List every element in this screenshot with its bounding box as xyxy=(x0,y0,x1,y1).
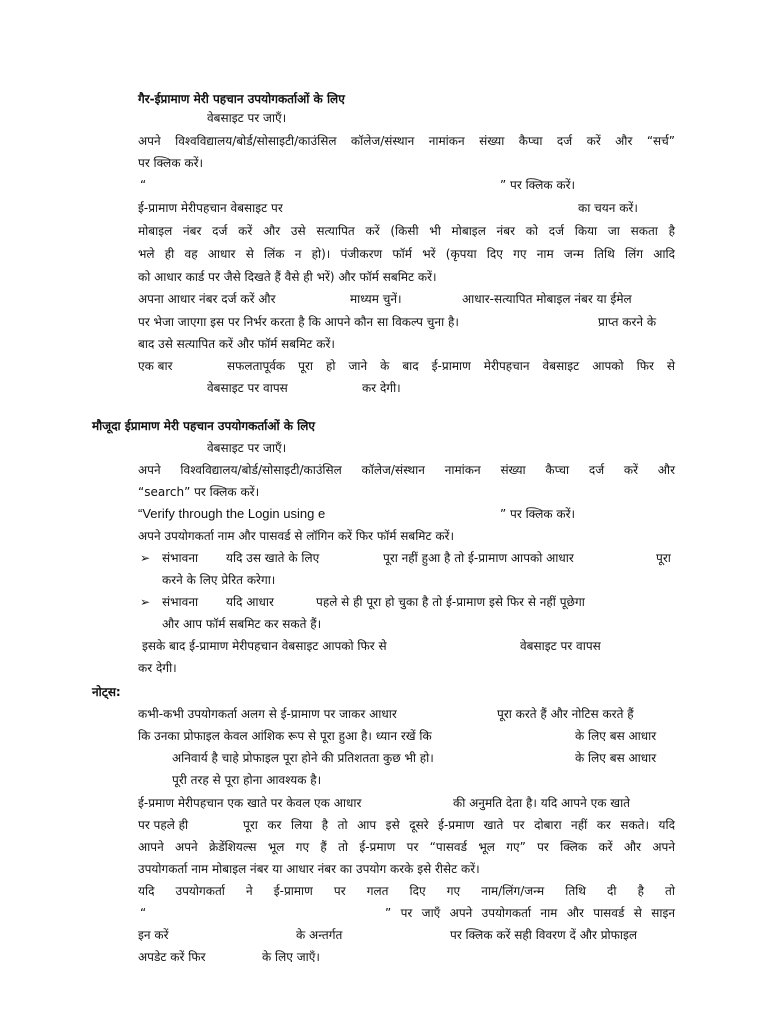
bullet-text: पूरा नहीं हुआ है तो ई-प्रामाण आपको आधार xyxy=(383,551,574,565)
text-line: आधार-सत्यापित मोबाइल नंबर या ईमेल xyxy=(462,292,632,306)
text-line: वेबसाइट पर जाएँ। xyxy=(207,441,287,455)
text-line: कि उनका प्रोफाइल केवल आंशिक रूप से पूरा हुआ है। ध्यान रखें कि xyxy=(138,729,432,743)
bullet-text: संभावना xyxy=(162,551,199,565)
text-line: ई-प्रामाण मेरीपहचान वेबसाइट पर xyxy=(138,201,283,215)
text-line: यदि उपयोगकर्ता ने ई-प्रामाण पर गलत दिए गए नाम/लिंग/जन्म तिथि दी है तो xyxy=(138,884,675,898)
text-line: अपडेट करें फिर xyxy=(138,950,206,964)
text-line: मोबाइल नंबर दर्ज करें और उसे सत्यापित करें (किसी भी मोबाइल नंबर को दर्ज किया जा सकता है xyxy=(138,224,675,238)
section2-heading: मौजूदा ईप्रामाण मेरी पहचान उपयोगकर्ताओं के लिए xyxy=(92,419,316,433)
text-line: अपना आधार नंबर दर्ज करें और xyxy=(138,292,276,306)
text-line: वेबसाइट पर वापस xyxy=(520,639,601,653)
bullet-text: और आप फॉर्म सबमिट कर सकते हैं। xyxy=(162,617,322,631)
text-line: “Verify through the Login using e xyxy=(138,506,326,521)
text-line: ई-प्रमाण मेरीपहचान एक खाते पर केवल एक आधार xyxy=(138,796,362,810)
text-line: अपने विश्वविद्यालय/बोर्ड/सोसाइटी/काउंसिल कॉलेज/संस्थान नामांकन संख्या कैप्चा दर्ज करें और “सर्च” xyxy=(138,134,675,148)
text-line: एक बार xyxy=(138,359,173,373)
text-line: ” पर जाएँ अपने उपयोगकर्ता नाम और पासवर्ड से साइन xyxy=(385,906,675,920)
text-line: आपने अपने क्रेडेंशियल्स भूल गए हैं तो ई-प्रमाण पर “पासवर्ड भूल गए” पर क्लिक करें और अपने xyxy=(138,840,675,854)
bullet-text: पहले से ही पूरा हो चुका है तो ई-प्रामाण इसे फिर से नहीं पूछेगा xyxy=(316,595,585,609)
bullet-text: पूरा xyxy=(656,551,671,565)
text-line: बाद उसे सत्यापित करें और फॉर्म सबमिट करें। xyxy=(138,337,335,351)
text-line: भले ही वह आधार से लिंक न हो)। पंजीकरण फॉर्म भरें (कृपया दिए गए नाम जन्म तिथि लिंग आदि xyxy=(138,247,675,261)
bullet-text: संभावना xyxy=(162,595,199,609)
text-line: “ xyxy=(140,906,147,920)
text-line: पर भेजा जाएगा इस पर निर्भर करता है कि आपने कौन सा विकल्प चुना है। xyxy=(138,315,459,329)
text-line: की अनुमति देता है। यदि आपने एक खाते xyxy=(453,796,631,810)
text-line: अपने विश्वविद्यालय/बोर्ड/सोसाइटी/काउंसिल कॉलेज/संस्थान नामांकन संख्या कैप्चा दर्ज करें और xyxy=(138,463,675,477)
section1-heading: गैर-ईप्रामाण मेरी पहचान उपयोगकर्ताओं के लिए xyxy=(138,92,345,106)
text-line: पर पहले ही xyxy=(138,818,189,832)
text-line: “ xyxy=(140,178,147,192)
text-line: ” पर क्लिक करें। xyxy=(500,507,576,521)
bullet-text: करने के लिए प्रेरित करेगा। xyxy=(162,573,276,587)
text-line: पर क्लिक करें सही विवरण दें और प्रोफाइल xyxy=(450,928,638,942)
text-line: इसके बाद ई-प्रामाण मेरीपहचान वेबसाइट आपको फिर से xyxy=(142,639,387,653)
text-line: के लिए बस आधार xyxy=(575,729,657,743)
text-line: वेबसाइट पर जाएँ। xyxy=(207,111,287,125)
text-line: प्राप्त करने के xyxy=(598,315,657,329)
text-line: को आधार कार्ड पर जैसे दिखते हैं वैसे ही भरें) और फॉर्म सबमिट करें। xyxy=(138,270,437,284)
bullet-arrow-icon: ➢ xyxy=(140,595,151,609)
text-line: के लिए जाएँ। xyxy=(262,950,320,964)
text-line: वेबसाइट पर वापस xyxy=(207,381,288,395)
text-line: उपयोगकर्ता नाम मोबाइल नंबर या आधार नंबर का उपयोग करके इसे रीसेट करें। xyxy=(138,862,480,876)
text-line: के अन्तर्गत xyxy=(296,928,343,942)
text-line: के लिए बस आधार xyxy=(575,751,657,765)
text-line: अनिवार्य है चाहे प्रोफाइल पूरा होने की प्रतिशतता कुछ भी हो। xyxy=(172,751,434,765)
text-line: कर देगी। xyxy=(362,381,401,395)
bullet-text: यदि आधार xyxy=(226,595,274,609)
text-line: पर क्लिक करें। xyxy=(138,156,204,170)
notes-heading: नोट्स: xyxy=(92,685,121,699)
text-line: माध्यम चुनें। xyxy=(350,292,402,306)
text-line: कर देगी। xyxy=(138,661,177,675)
text-line: पूरा करते हैं और नोटिस करते हैं xyxy=(497,707,634,721)
text-line: पूरी तरह से पूरा होना आवश्यक है। xyxy=(172,773,322,787)
text-line: कभी-कभी उपयोगकर्ता अलग से ई-प्रामाण पर जाकर आधार xyxy=(138,707,397,721)
bullet-arrow-icon: ➢ xyxy=(140,551,151,565)
text-line: का चयन करें। xyxy=(578,201,638,215)
text-line: सफलतापूर्वक पूरा हो जाने के बाद ई-प्रामाण मेरीपहचान वेबसाइट आपको फिर से xyxy=(227,359,675,373)
bullet-text: यदि उस खाते के लिए xyxy=(226,551,320,565)
text-line: अपने उपयोगकर्ता नाम और पासवर्ड से लॉगिन करें फिर फॉर्म सबमिट करें। xyxy=(138,529,455,543)
text-line: ” पर क्लिक करें। xyxy=(500,178,576,192)
text-line: इन करें xyxy=(138,928,169,942)
text-line: “search” पर क्लिक करें। xyxy=(138,485,260,499)
text-line: पूरा कर लिया है तो आप इसे दूसरे ई-प्रमाण खाते पर दोबारा नहीं कर सकते। यदि xyxy=(243,818,675,832)
